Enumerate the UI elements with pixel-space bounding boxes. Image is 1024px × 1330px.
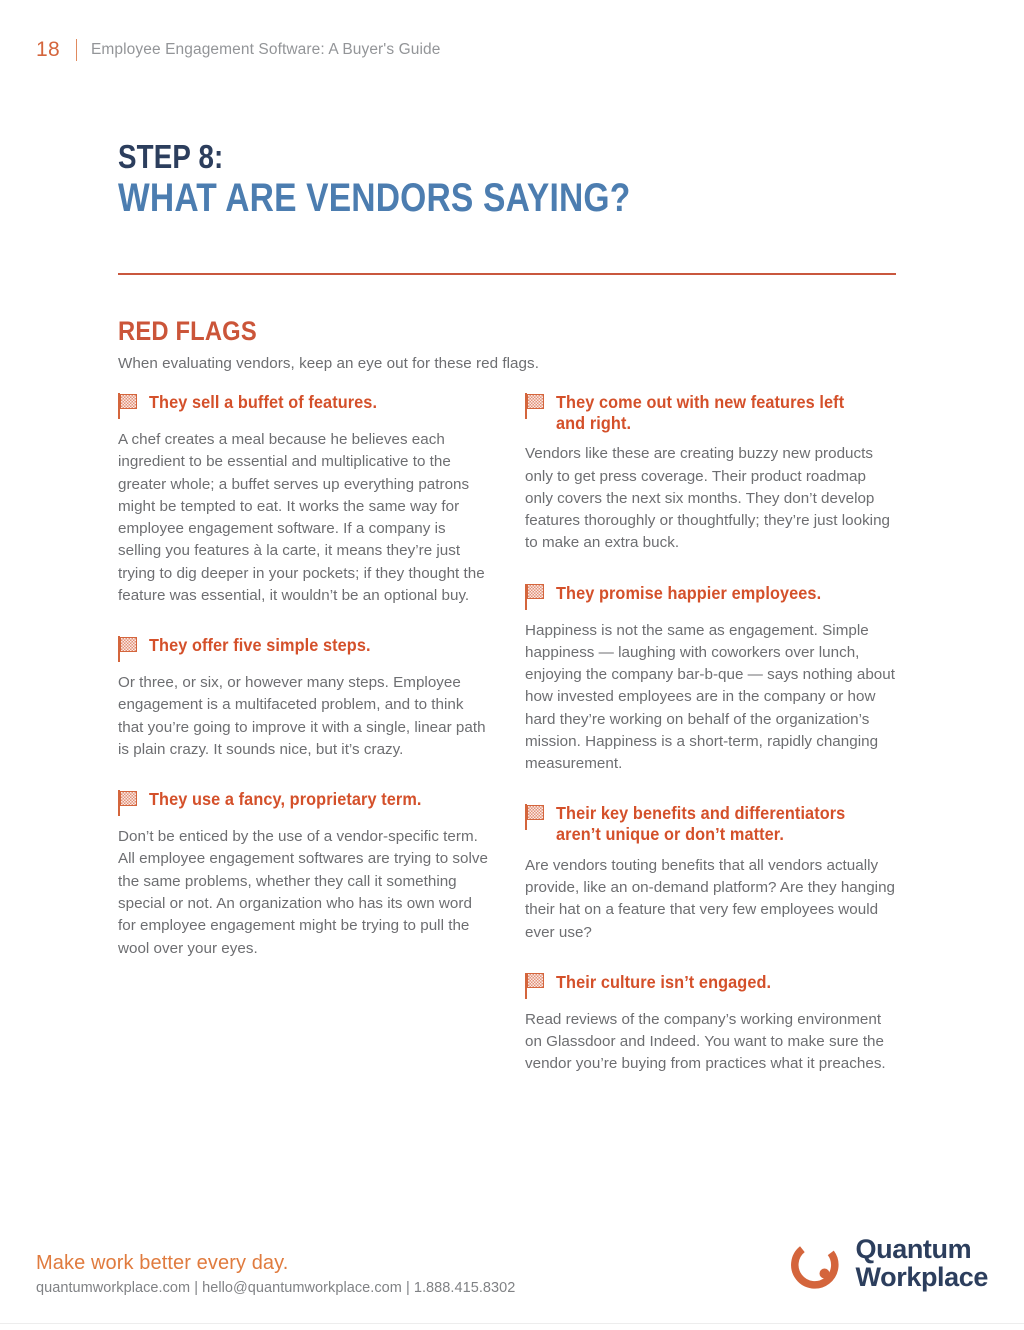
header-divider — [76, 39, 77, 61]
red-flag-item — [118, 635, 489, 761]
flag-icon — [118, 393, 140, 419]
section-heading: RED FLAGS — [118, 316, 257, 346]
red-flag-title: They use a fancy, proprietary term. — [149, 789, 422, 810]
red-flag-title: They promise happier employees. — [556, 582, 822, 603]
header-title: Employee Engagement Software: A Buyer's Guide — [90, 41, 441, 58]
red-flag-title: They offer five simple steps. — [149, 635, 371, 656]
page-number: 18 — [36, 38, 60, 61]
page-footer — [36, 1236, 988, 1296]
red-flag-body: Read reviews of the company’s working environment on Glassdoor and Indeed. You want to make sure the vendor you’re buying from practices what it preaches. — [525, 1010, 886, 1073]
page-title: WHAT ARE VENDORS SAYING? — [118, 175, 631, 220]
content-columns — [118, 392, 896, 1098]
quantum-workplace-logo — [788, 1236, 988, 1292]
red-flag-title: They sell a buffet of features. — [149, 392, 378, 412]
footer-text-block — [36, 1252, 515, 1296]
red-flag-item — [525, 803, 896, 943]
red-flag-item — [118, 392, 489, 607]
right-column — [525, 392, 896, 1098]
logo-wordmark — [856, 1236, 988, 1291]
logo-word-workplace: Workplace — [855, 1262, 988, 1292]
red-flag-body: Vendors like these are creating buzzy new products only to get press coverage. Their product roadmap only covers the next six months. They don’t develop features thoroughly or thoughtfully; they’re just looking to make an extra buck. — [525, 445, 891, 552]
flag-icon — [525, 804, 547, 830]
red-flag-body: Or three, or six, or however many steps. Employee engagement is a multifaceted problem, and to think that you’re going to improve it with a single, linear path is plain crazy. It sounds nice, but it’s crazy. — [118, 674, 486, 758]
logo-word-quantum: Quantum — [855, 1234, 972, 1265]
red-flag-heading — [118, 635, 489, 662]
red-flag-body: A chef creates a meal because he believes each ingredient to be essential and multiplicative to the greater whole; a buffet serves up everything patrons might be tempted to eat. It works the same way for employee engagement software. If a company is selling you features à la carte, it means they’re just trying to dig deeper in your pockets; if they thought the feature was essential, it wouldn’t be an optional buy. — [118, 431, 485, 604]
title-block — [118, 140, 728, 218]
red-flag-heading — [118, 392, 489, 419]
left-column — [118, 392, 489, 1098]
red-flag-body: Don’t be enticed by the use of a vendor-specific term. All employee engagement softwares are trying to solve the same problems, whether they call it something special or not. An organization who has its own word for employee engagement might be trying to pull the wool over your eyes. — [118, 828, 488, 957]
footer-tagline: Make work better every day. — [36, 1252, 289, 1274]
red-flag-heading — [525, 583, 896, 610]
flag-icon — [525, 584, 547, 610]
red-flag-item — [118, 789, 489, 960]
flag-icon — [118, 790, 140, 816]
red-flag-heading — [525, 392, 896, 433]
quantum-q-icon — [788, 1236, 844, 1292]
red-flag-heading — [118, 789, 489, 816]
red-flag-body: Are vendors touting benefits that all vendors actually provide, like an on-demand platform? Are they hanging their hat on a feature that very few employees would ever use? — [525, 856, 896, 941]
red-flag-item — [525, 583, 896, 776]
red-flag-title: Their key benefits and differentiators aren’t unique or don’t matter. — [556, 803, 846, 845]
red-flag-item — [525, 972, 896, 1076]
red-flag-title: Their culture isn’t engaged. — [556, 971, 772, 992]
red-flag-body: Happiness is not the same as engagement. Simple happiness — laughing with coworkers over lunch, enjoying the company bar-b-que — says nothing about how invested employees are in the company or how hard they’re working on behalf of the organization’s mission. Happiness is a short-term, rapidly changing measurement. — [525, 621, 895, 773]
red-flag-title: They come out with new features left and right. — [556, 392, 845, 433]
red-flag-heading — [525, 972, 896, 999]
bottom-hairline — [0, 1323, 1024, 1324]
flag-icon — [525, 393, 547, 419]
footer-contact: quantumworkplace.com | hello@quantumworkplace.com | 1.888.415.8302 — [36, 1280, 516, 1296]
section-intro: When evaluating vendors, keep an eye out for these red flags. — [118, 355, 539, 372]
flag-icon — [525, 973, 547, 999]
red-flag-heading — [525, 803, 896, 844]
page-header — [36, 38, 441, 62]
red-flag-item — [525, 392, 896, 555]
flag-icon — [118, 636, 140, 662]
title-divider-rule — [118, 273, 896, 275]
step-label: STEP 8: — [118, 138, 224, 175]
